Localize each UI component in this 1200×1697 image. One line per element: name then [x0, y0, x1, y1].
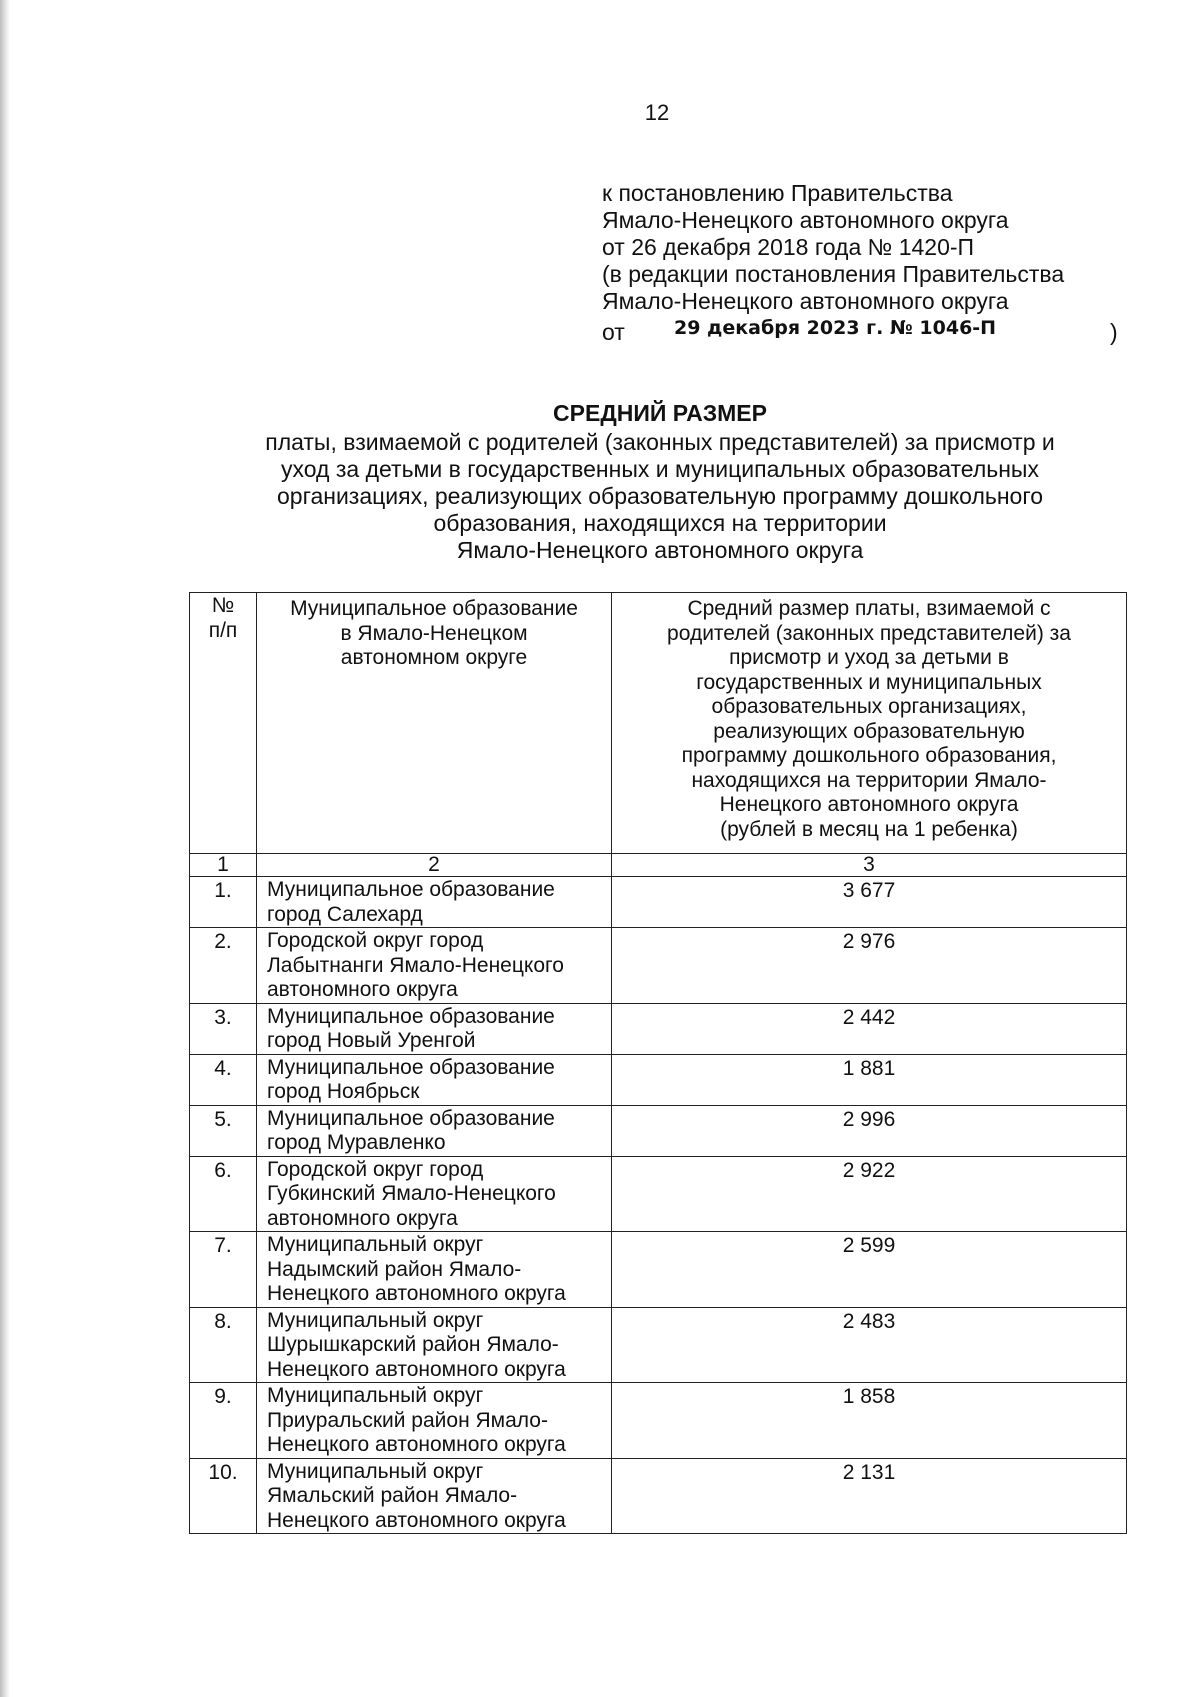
- page-number: 12: [644, 100, 670, 125]
- row-fee: 1 881: [612, 1054, 1127, 1105]
- date-prefix: от: [602, 319, 625, 345]
- row-number: 6.: [190, 1156, 257, 1232]
- row-number: 2.: [190, 928, 257, 1004]
- municipality-line: автономного округа: [267, 1206, 458, 1230]
- attachment-line: Ямало-Ненецкого автономного округа: [602, 207, 1009, 233]
- municipality-line: Надымский район Ямало-: [267, 1257, 522, 1281]
- resolution-date-stamp: 29 декабря 2023 г. № 1046-П: [674, 317, 997, 339]
- row-number: 7.: [190, 1232, 257, 1308]
- column-index-row: [190, 854, 1127, 877]
- municipality-line: Муниципальный округ: [267, 1384, 484, 1407]
- municipality-line: Ненецкого автономного округа: [267, 1433, 566, 1456]
- municipality-line: Городской округ город: [267, 1157, 484, 1181]
- header-num-line: п/п: [208, 618, 238, 642]
- header-fee-line: образовательных организациях,: [711, 695, 1027, 718]
- header-fee-line: (рублей в месяц на 1 ребенка): [720, 817, 1018, 841]
- row-fee: 2 922: [612, 1156, 1127, 1232]
- header-name-line: в Ямало-Ненецком: [340, 621, 528, 645]
- header-fee-line: Ненецкого автономного округа: [719, 793, 1019, 816]
- title-line: организациях, реализующих образовательную программу дошкольного: [276, 483, 1044, 509]
- row-fee: 2 996: [612, 1105, 1127, 1156]
- municipality-line: Муниципальный округ: [267, 1459, 484, 1483]
- municipality-line: город Новый Уренгой: [267, 1029, 476, 1052]
- date-close-paren: ): [1110, 319, 1118, 345]
- fees-table: [189, 592, 1127, 1534]
- table-row: [190, 1156, 1127, 1232]
- row-municipality: [257, 1003, 612, 1054]
- title-line: платы, взимаемой с родителей (законных представителей) за присмотр и: [265, 429, 1055, 455]
- municipality-line: автономного округа: [267, 978, 458, 1001]
- table-row: [190, 1054, 1127, 1105]
- header-fee-line: программу дошкольного образования,: [681, 744, 1057, 767]
- municipality-line: город Ноябрьск: [267, 1080, 420, 1103]
- row-fee: 1 858: [612, 1383, 1127, 1459]
- row-municipality: [257, 1383, 612, 1459]
- header-fee-line: находящихся на территории Ямало-: [691, 768, 1047, 792]
- header-fee-line: присмотр и уход за детьми в: [729, 646, 1009, 669]
- title-heading: СРЕДНИЙ РАЗМЕР: [553, 400, 767, 426]
- row-municipality: [257, 1156, 612, 1232]
- header-name-line: Муниципальное образование: [290, 597, 578, 620]
- row-number: 5.: [190, 1105, 257, 1156]
- row-municipality: [257, 1458, 612, 1534]
- municipality-line: Ямальский район Ямало-: [267, 1484, 518, 1507]
- municipality-line: Муниципальный округ: [267, 1233, 484, 1256]
- row-municipality: [257, 928, 612, 1004]
- title-line: Ямало-Ненецкого автономного округа: [456, 537, 864, 563]
- table-row: [190, 1383, 1127, 1459]
- row-municipality: [257, 1105, 612, 1156]
- row-municipality: [257, 877, 612, 928]
- municipality-line: город Салехард: [267, 902, 423, 926]
- row-fee: 2 976: [612, 928, 1127, 1004]
- attachment-note: [602, 180, 1122, 345]
- municipality-line: Муниципальное образование: [267, 1055, 555, 1079]
- row-number: 1.: [190, 877, 257, 928]
- row-number: 9.: [190, 1383, 257, 1459]
- municipality-line: Лабытнанги Ямало-Ненецкого: [267, 953, 564, 977]
- attachment-line: (в редакции постановления Правительства: [602, 261, 1065, 287]
- row-number: 4.: [190, 1054, 257, 1105]
- table-row: [190, 877, 1127, 928]
- municipality-line: Городской округ город: [267, 929, 484, 952]
- municipality-line: Губкинский Ямало-Ненецкого: [267, 1182, 556, 1205]
- table-row: [190, 1307, 1127, 1383]
- header-num: [190, 593, 257, 854]
- row-municipality: [257, 1054, 612, 1105]
- title-line: уход за детьми в государственных и муниципальных образовательных: [281, 456, 1039, 482]
- municipality-line: Ненецкого автономного округа: [267, 1282, 566, 1305]
- municipality-line: Муниципальный округ: [267, 1308, 484, 1332]
- row-fee: 2 442: [612, 1003, 1127, 1054]
- row-municipality: [257, 1232, 612, 1308]
- attachment-line: Ямало-Ненецкого автономного округа: [602, 288, 1009, 314]
- header-num-line: №: [211, 594, 235, 617]
- municipality-line: Муниципальное образование: [267, 1106, 555, 1130]
- municipality-line: Шурышкарский район Ямало-: [267, 1333, 559, 1356]
- scan-edge-shadow: [0, 0, 10, 1697]
- row-municipality: [257, 1307, 612, 1383]
- column-index: 1: [190, 854, 257, 877]
- row-fee: 2 483: [612, 1307, 1127, 1383]
- municipality-line: Муниципальное образование: [267, 1004, 555, 1028]
- table-row: [190, 1003, 1127, 1054]
- attachment-line: от 26 декабря 2018 года № 1420-П: [602, 234, 975, 260]
- header-fee-line: Средний размер платы, взимаемой с: [687, 597, 1051, 620]
- municipality-line: Муниципальное образование: [267, 878, 555, 901]
- header-name-line: автономном округе: [340, 646, 528, 669]
- row-fee: 3 677: [612, 877, 1127, 928]
- row-number: 8.: [190, 1307, 257, 1383]
- column-index: 2: [257, 854, 612, 877]
- table-row: [190, 1105, 1127, 1156]
- column-index: 3: [612, 854, 1127, 877]
- attachment-date-line: [602, 315, 1122, 345]
- row-fee: 2 131: [612, 1458, 1127, 1534]
- header-fee-line: государственных и муниципальных: [696, 670, 1042, 694]
- table-header-row: [190, 593, 1127, 854]
- header-fee-line: реализующих образовательную: [713, 719, 1025, 743]
- table-row: [190, 1458, 1127, 1534]
- municipality-line: Ненецкого автономного округа: [267, 1357, 566, 1381]
- row-number: 10.: [190, 1458, 257, 1534]
- document-title: [190, 400, 1130, 564]
- row-fee: 2 599: [612, 1232, 1127, 1308]
- header-fee: [612, 593, 1127, 854]
- row-number: 3.: [190, 1003, 257, 1054]
- table-row: [190, 1232, 1127, 1308]
- municipality-line: город Муравленко: [267, 1131, 446, 1154]
- header-municipality: [257, 593, 612, 854]
- header-fee-line: родителей (законных представителей) за: [667, 621, 1071, 645]
- attachment-line: к постановлению Правительства: [602, 180, 953, 206]
- municipality-line: Ненецкого автономного округа: [267, 1508, 566, 1532]
- table-row: [190, 928, 1127, 1004]
- municipality-line: Приуральский район Ямало-: [267, 1408, 548, 1432]
- title-line: образования, находящихся на территории: [433, 510, 887, 536]
